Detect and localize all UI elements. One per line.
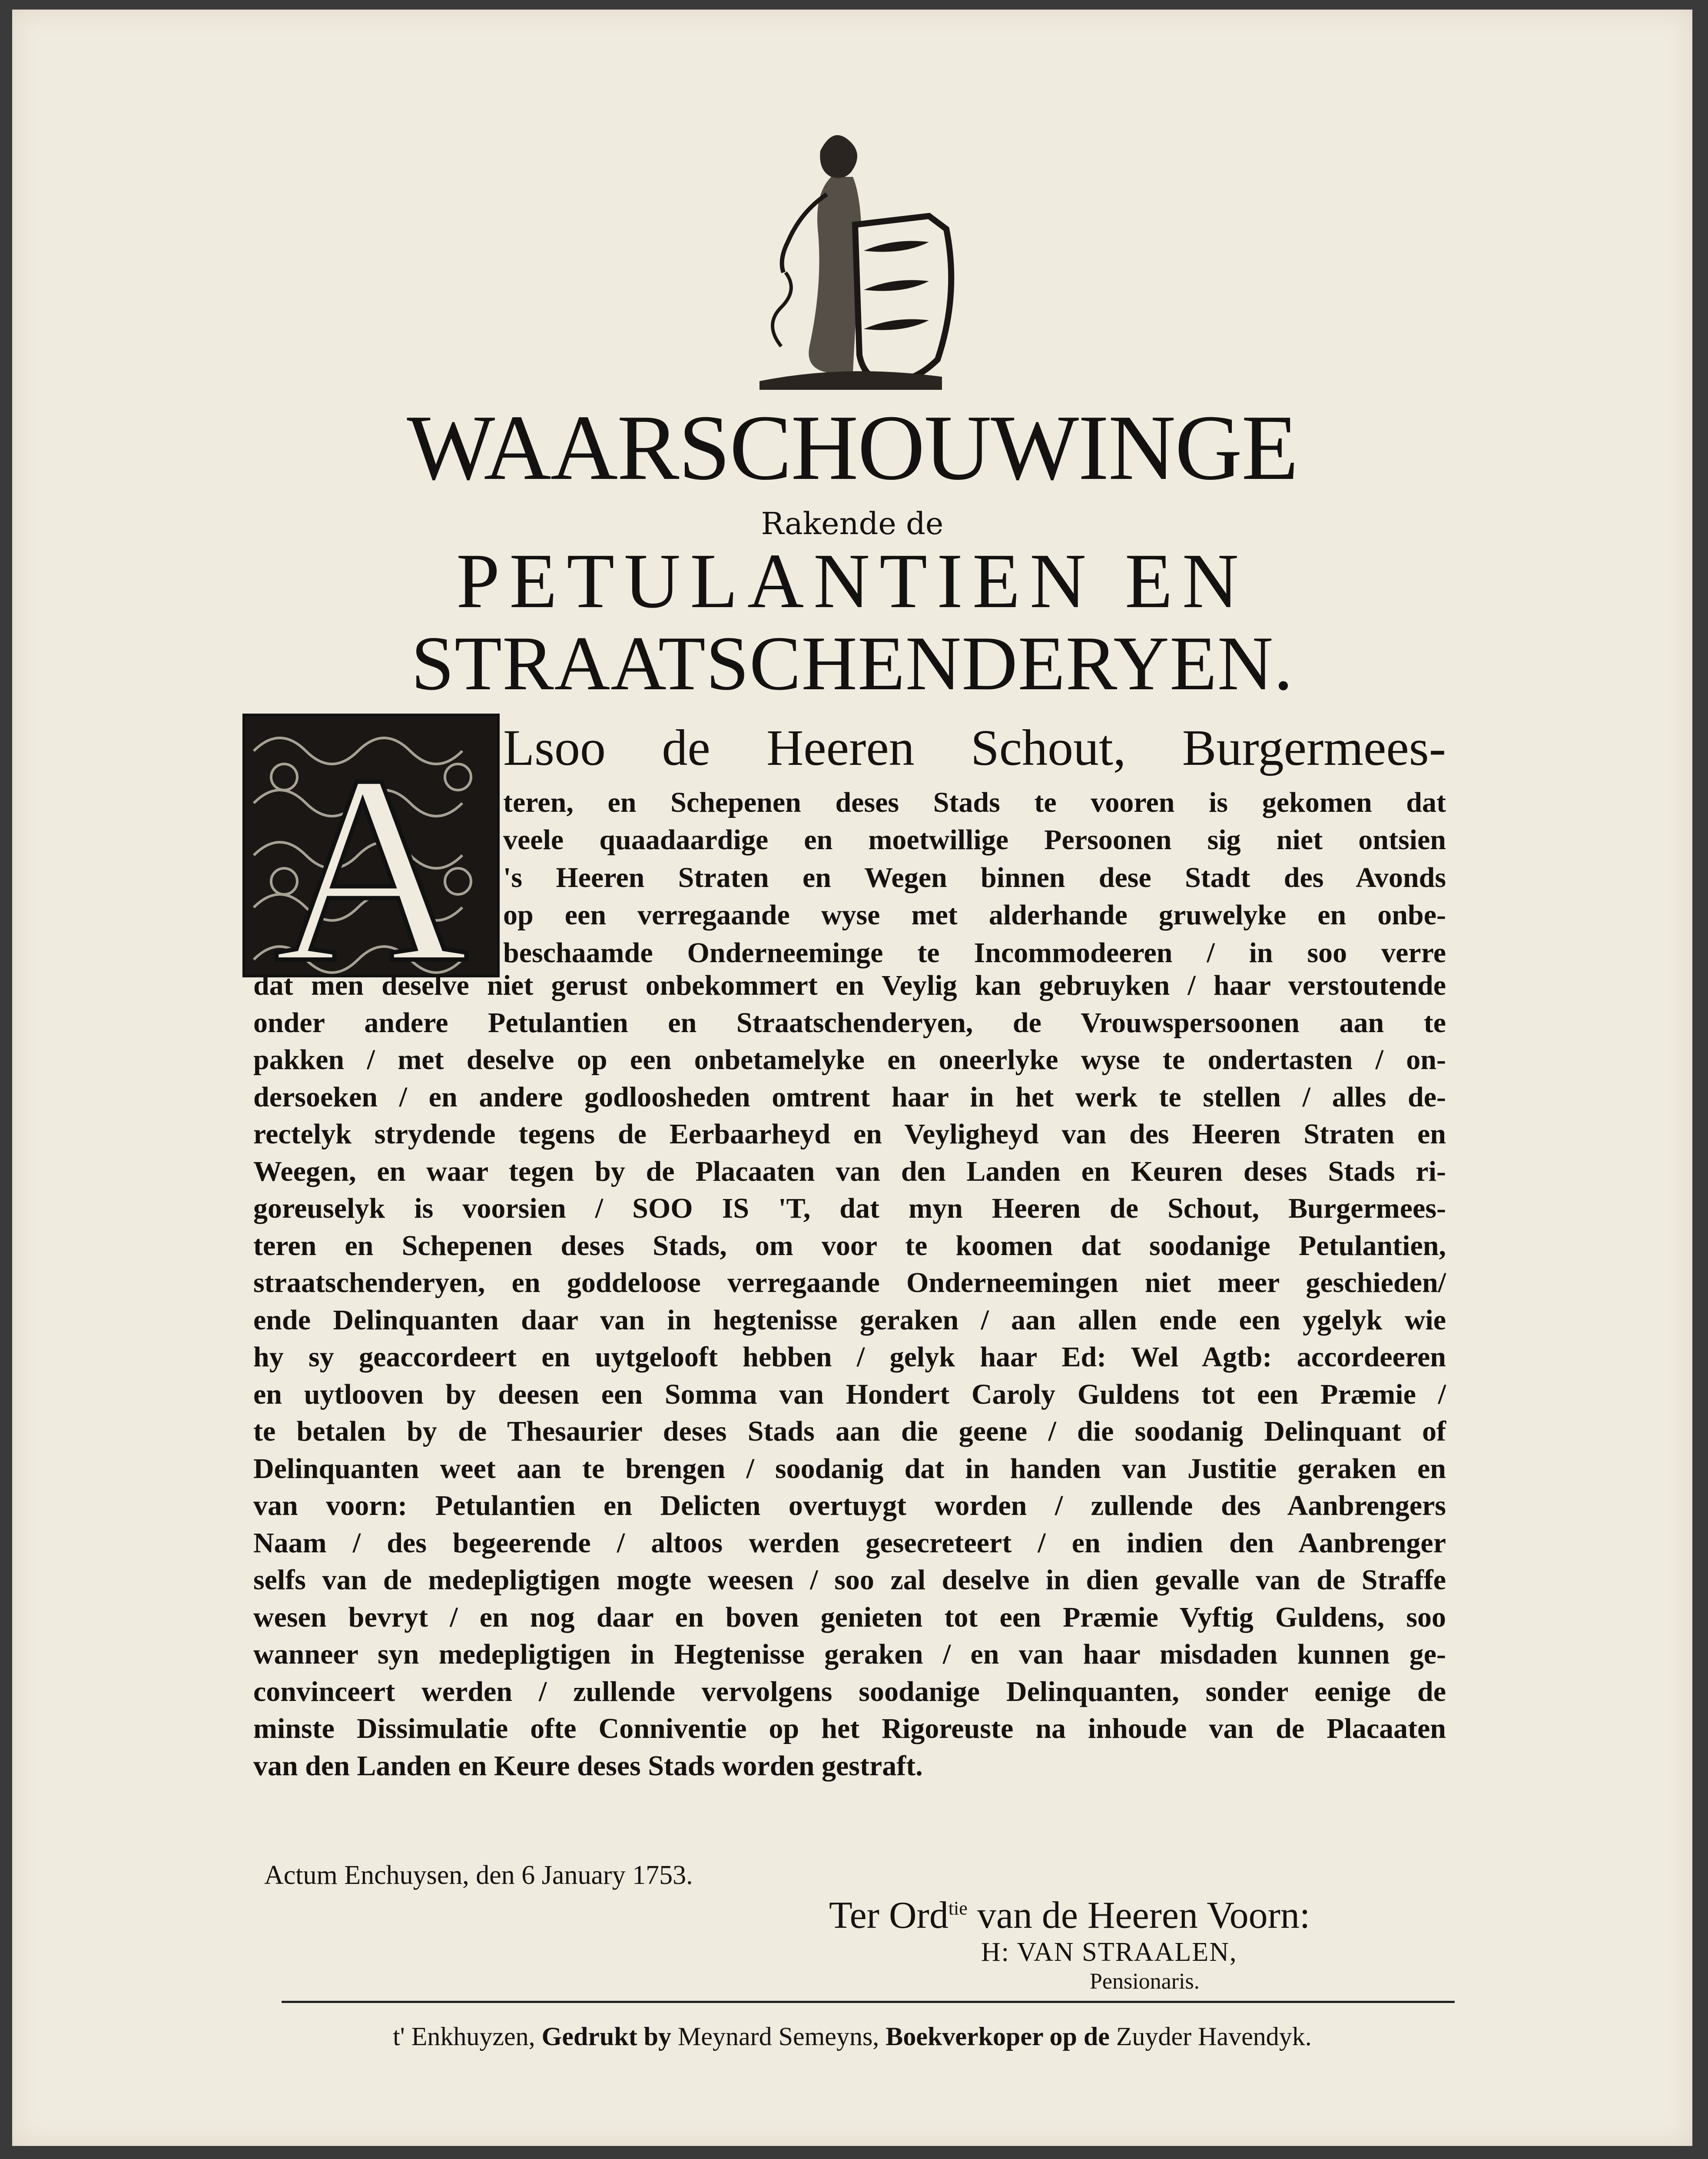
subtitle-connector: Rakende de	[761, 506, 944, 541]
body-line: Lsoo de Heeren Schout, Burgermees-	[503, 719, 1446, 776]
dropcap-letter: A	[274, 720, 468, 975]
subtitle-line-2: STRAATSCHENDERYEN.	[411, 620, 1293, 706]
decorated-initial	[242, 714, 500, 977]
printer-imprint	[12, 2022, 1692, 2052]
body-line: 's Heeren Straten en Wegen binnen dese Stadt des Avonds	[503, 861, 1446, 893]
body-line: minste Dissimulatie ofte Conniventie op het Rigoreuste na inhoude van de Placaaten	[253, 1713, 1446, 1744]
body-line: dat men deselve niet gerust onbekommert en Veylig kan gebruyken / haar verstoutende	[253, 970, 1446, 1001]
body-line: Weegen, en waar tegen by de Placaaten van den Landen en Keuren deses Stads ri-	[253, 1155, 1446, 1187]
body-line: ende Delinquanten daar van in hegtenisse geraken / aan allen ende een ygelyk wie	[253, 1304, 1446, 1336]
body-line: op een verregaande wyse met alderhande gruwelyke en onbe-	[503, 899, 1446, 931]
signatory-name: H: VAN STRAALEN,	[981, 1937, 1237, 1967]
printer-bookseller: Boekverkoper op de	[886, 2022, 1110, 2051]
body-line: wesen bevryt / en nog daar en boven genieten tot een Præmie Vyftig Guldens, soo	[253, 1601, 1446, 1633]
body-line: van voorn: Petulantien en Delicten overtuygt worden / zullende des Aanbrengers	[253, 1490, 1446, 1521]
body-line: Delinquanten weet aan te brengen / soodanig dat in handen van Justitie geraken en	[253, 1452, 1446, 1485]
date-line: Actum Enchuysen, den 6 January 1753.	[264, 1860, 693, 1890]
proclamation-title: WAARSCHOUWINGE	[407, 395, 1298, 499]
order-line-superscript: tie	[948, 1897, 968, 1919]
signatory-title: Pensionaris.	[1090, 1969, 1200, 1994]
printer-address: Zuyder Havendyk.	[1109, 2022, 1312, 2051]
body-line: hy sy geaccordeert en uytgelooft hebben / gelyk haar Ed: Wel Agtb: accordeeren	[253, 1341, 1446, 1373]
printer-printed-by: Gedrukt by	[541, 2022, 672, 2051]
body-line: van den Landen en Keure deses Stads worden gestraft.	[253, 1750, 923, 1782]
divider-rule	[282, 2001, 1455, 2003]
body-line: selfs van de medepligtigen mogte weesen / soo zal deselve in dien gevalle van de Straffe	[253, 1564, 1446, 1596]
subtitle-line-1: PETULANTIEN EN	[456, 538, 1248, 624]
printer-place: t' Enkhuyzen,	[393, 2022, 542, 2051]
body-line: goreuselyk is voorsien / SOO IS 'T, dat myn Heeren de Schout, Burgermees-	[253, 1192, 1446, 1224]
printer-name: Meynard Semeyns,	[671, 2022, 886, 2051]
body-line: teren en Schepenen deses Stads, om voor te koomen dat soodanige Petulantien,	[253, 1229, 1446, 1262]
coat-of-arms-emblem	[733, 120, 977, 399]
enkhuizen-coat-of-arms-icon	[733, 120, 977, 399]
body-line: dersoeken / en andere godloosheden omtrent haar in het werk te stellen / alles de-	[253, 1081, 1446, 1113]
body-line: Naam / des begeerende / altoos werden gesecreteert / en indien den Aanbrenger	[253, 1527, 1446, 1559]
body-line: rectelyk strydende tegens de Eerbaarheyd en Veyligheyd van des Heeren Straten en	[253, 1118, 1446, 1150]
body-line: onder andere Petulantien en Straatschenderyen, de Vrouwspersoonen aan te	[253, 1006, 1446, 1039]
body-line: beschaamde Onderneeminge te Incommodeeren / in soo verre	[503, 937, 1446, 969]
order-line-main: Ter Ord	[829, 1894, 949, 1936]
body-line: convinceert werden / zullende vervolgens soodanige Delinquanten, sonder eenige de	[253, 1675, 1446, 1707]
body-line: te betalen by de Thesaurier deses Stads aan die geene / die soodanig Delinquant of	[253, 1415, 1446, 1447]
foliage-ornament-icon	[245, 716, 497, 975]
body-line: teren, en Schepenen deses Stads te vooren is gekomen dat	[503, 786, 1446, 818]
order-line-rest: van de Heeren Voorn:	[967, 1894, 1310, 1936]
body-line: wanneer syn medepligtigen in Hegtenisse geraken / en van haar misdaden kunnen ge-	[253, 1638, 1446, 1670]
body-line: pakken / met deselve op een onbetamelyke en oneerlyke wyse te ondertasten / on-	[253, 1044, 1446, 1076]
body-line: en uytlooven by deesen een Somma van Hondert Caroly Guldens tot een Præmie /	[253, 1378, 1446, 1410]
body-line: veele quaadaardige en moetwillige Persoonen sig niet ontsien	[503, 824, 1446, 856]
body-line: straatschenderyen, en goddeloose verregaande Onderneemingen niet meer geschieden/	[253, 1267, 1446, 1299]
proclamation-sheet	[12, 10, 1692, 2146]
order-line	[829, 1893, 1310, 1937]
